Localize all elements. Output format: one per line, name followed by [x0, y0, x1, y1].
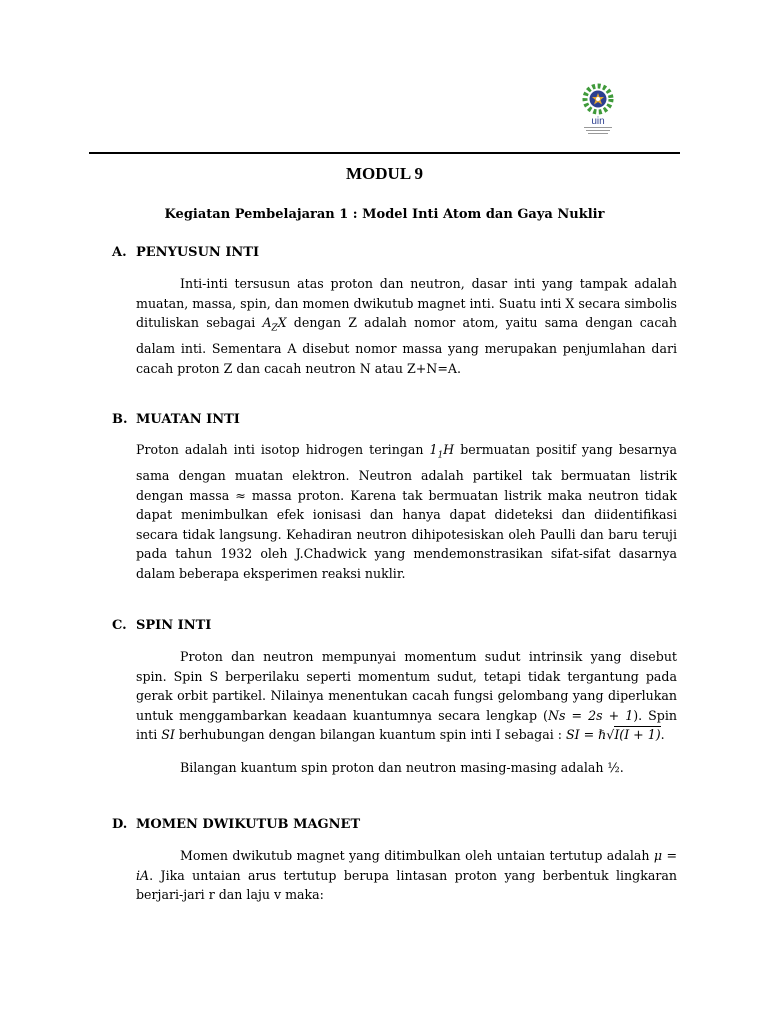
section-b-paragraph: Proton adalah inti isotop hidrogen teringan $1_1H$ bermuatan positif yang besarnya sama dengan muatan elektron. Neutron adalah partikel tak bermuatan listrik dengan massa ≈ massa proton. Karena tak bermuatan listrik maka neutron tidak dapat menimbulkan efek ionisasi dan hanya dapat dideteksi dan diidentifikasi secara tidak langsung. Kehadiran neutron dihipotesiskan oleh Paulli dan baru teruji pada tahun 1932 oleh J.Chadwick yang mendemonstrasikan sifat-sifat dasarnya dalam beberapa eksperimen reaksi nuklir.	[136, 442, 677, 582]
hydrogen-symbol: $1_1H$	[429, 442, 455, 461]
section-c-heading	[112, 618, 211, 633]
section-d-paragraph: Momen dwikutub magnet yang ditimbulkan oleh untaian tertutup adalah μ = iA. Jika untaian arus tertutup berupa lintasan proton yang berbentuk lingkaran berjari-jari r dan laju v maka:	[136, 848, 677, 903]
section-a-paragraph: Inti-inti tersusun atas proton dan neutron, dasar inti yang tampak adalah muatan, massa, spin, dan momen dwikutub magnet inti. Suatu inti X secara simbolis dituliskan sebagai $A_ZX$ dengan Z adalah nomor atom, yaitu sama dengan cacah dalam inti. Sementara A disebut nomor massa yang merupakan penjumlahan dari cacah proton Z dan cacah neutron N atau Z+N=A.	[136, 276, 677, 376]
lesson-subtitle: Kegiatan Pembelajaran 1 : Model Inti Atom dan Gaya Nuklir	[164, 207, 605, 222]
section-letter: A.	[112, 245, 127, 260]
university-logo	[578, 80, 618, 136]
spin-equation: SI = ℏ√I(I + 1)	[566, 727, 661, 743]
section-b-heading	[112, 412, 240, 427]
section-a-heading	[112, 245, 259, 260]
section-title: PENYUSUN INTI	[136, 245, 260, 260]
spin-symbol: SI	[161, 727, 175, 743]
section-d-heading	[112, 817, 360, 832]
module-title: MODUL 9	[346, 164, 423, 183]
dipole-equation: μ = iA	[136, 848, 677, 883]
section-letter: D.	[112, 817, 128, 832]
section-c-paragraph-2: Bilangan kuantum spin proton dan neutron masing-masing adalah ½.	[180, 760, 624, 775]
section-c-paragraph: Proton dan neutron mempunyai momentum sudut intrinsik yang disebut spin. Spin S berperilaku seperti momentum sudut, tetapi tidak tergantung pada gerak orbit partikel. Nilainya menentukan cacah fungsi gelombang yang diperlukan untuk menggambarkan keadaan kuantumnya secara lengkap (Ns = 2s + 1). Spin inti SI berhubungan dengan bilangan kuantum spin inti I sebagai : SI = ℏ√I(I + 1).	[136, 649, 678, 743]
svg-text:uin: uin	[591, 116, 605, 127]
section-title: SPIN INTI	[136, 618, 212, 633]
section-title: MOMEN DWIKUTUB MAGNET	[136, 817, 361, 832]
section-letter: B.	[112, 412, 128, 427]
section-title: MUATAN INTI	[136, 412, 240, 427]
uin-emblem-icon	[578, 80, 618, 136]
nuclide-symbol: $A_ZX$	[262, 315, 287, 334]
header-rule	[89, 152, 680, 154]
multiplicity-equation: Ns = 2s + 1	[547, 707, 634, 723]
section-letter: C.	[112, 618, 127, 633]
